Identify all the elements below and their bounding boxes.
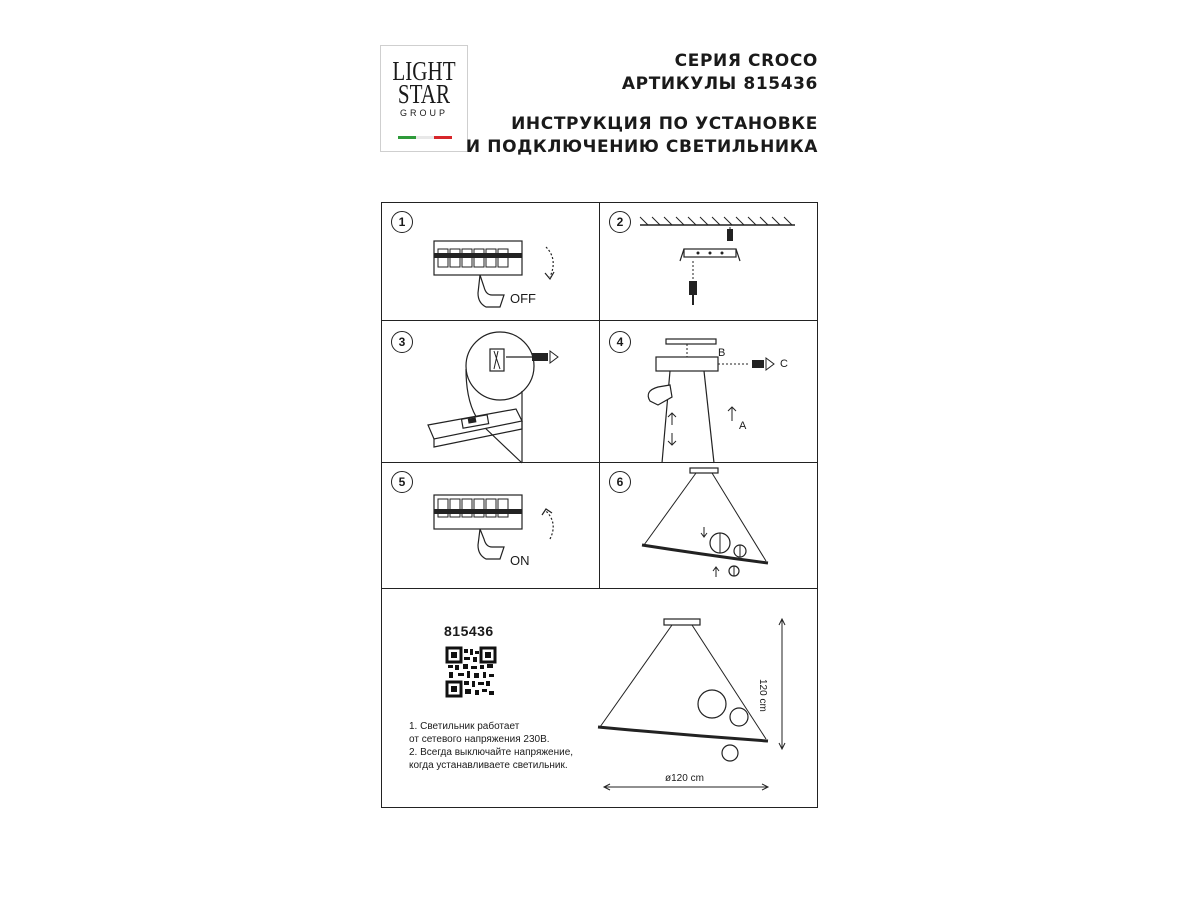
step-1-panel [382,203,600,321]
step-5-on-label: ON [510,553,530,568]
logo-line-1: LIGHT [392,56,456,86]
circuit-breaker-off-illustration [382,203,600,321]
step-1-number: 1 [391,211,413,233]
step-4-number: 4 [609,331,631,353]
italian-flag-stripe [398,136,452,139]
step-3-number: 3 [391,331,413,353]
mounting-canopy-illustration [600,321,817,463]
step-4-mark-a: A [739,420,747,432]
logo-line-2: STAR [397,79,451,109]
step-3-panel [382,321,600,463]
step-2-number: 2 [609,211,631,233]
product-article: 815436 [444,623,494,639]
product-info-panel [382,589,817,807]
step-4-mark-c: C [780,358,788,370]
wiring-connection-illustration [382,321,600,463]
step-4-panel [600,321,817,463]
product-dimension-drawing [382,589,817,807]
series-header [622,50,818,96]
ceiling-bracket-illustration [600,203,817,321]
step-5-number: 5 [391,471,413,493]
step-4-mark-b: B [718,347,726,359]
step-2-panel [600,203,817,321]
instruction-header [466,113,818,159]
series-title: СЕРИЯ CROCO [674,51,818,71]
glass-shade-installation-illustration [600,463,817,589]
logo-line-3: GROUP [399,108,448,118]
brand-logo [380,45,468,152]
article-title: АРТИКУЛЫ 815436 [621,74,818,94]
height-dimension-label: 120 cm [757,679,768,712]
safety-notes: 1. Светильник работает от сетевого напряжения 230В. 2. Всегда выключайте напряжение, когда устанавливаете светильник. [409,721,574,771]
step-5-panel [382,463,600,589]
instruction-grid [381,202,818,808]
step-6-number: 6 [609,471,631,493]
width-dimension-label: ø120 cm [665,773,704,784]
circuit-breaker-on-illustration [382,463,600,589]
step-6-panel [600,463,817,589]
instruction-title-line-1: ИНСТРУКЦИЯ ПО УСТАНОВКЕ [511,114,818,134]
instruction-title-line-2: И ПОДКЛЮЧЕНИЮ СВЕТИЛЬНИКА [465,137,818,157]
step-1-off-label: OFF [510,291,536,306]
